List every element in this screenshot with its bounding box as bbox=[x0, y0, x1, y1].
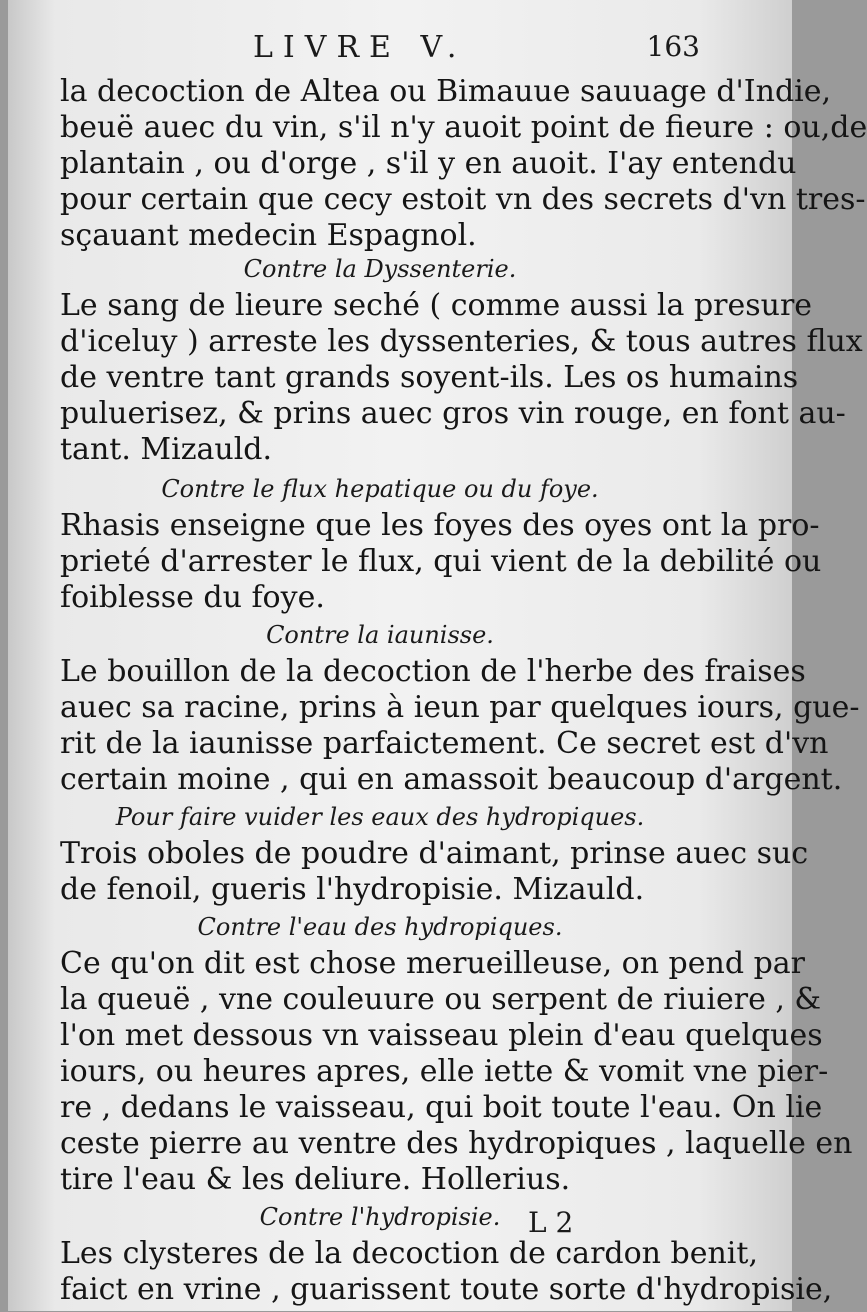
section-title: Contre l'hydropisie. bbox=[259, 1203, 501, 1231]
section-title: Contre l'eau des hydropiques. bbox=[197, 913, 563, 941]
text-line: sçauant medecin Espagnol. bbox=[60, 218, 477, 253]
text-line: de fenoil, gueris l'hydropisie. Mizauld. bbox=[60, 872, 645, 907]
section-title: Contre la Dyssenterie. bbox=[243, 255, 517, 283]
text-line: la queuë , vne couleuure ou serpent de riuiere , & bbox=[60, 982, 822, 1017]
signature-mark: L 2 bbox=[528, 1206, 574, 1239]
text-line: Trois oboles de poudre d'aimant, prinse auec suc bbox=[60, 836, 809, 871]
text-line: ceste pierre au ventre des hydropiques , laquelle en bbox=[60, 1126, 853, 1161]
text-line: auec sa racine, prins à ieun par quelques iours, gue- bbox=[60, 690, 860, 725]
page-number: 163 bbox=[646, 30, 700, 63]
text-line: Le bouillon de la decoction de l'herbe des fraises bbox=[60, 654, 806, 689]
text-line: beuë auec du vin, s'il n'y auoit point de fieure : ou,de bbox=[60, 110, 867, 145]
text-line: prieté d'arrester le flux, qui vient de la debilité ou bbox=[60, 544, 822, 579]
text-line: la decoction de Altea ou Bimauue sauuage d'Indie, bbox=[60, 74, 832, 109]
page-header bbox=[8, 30, 792, 74]
text-line: Le sang de lieure seché ( comme aussi la presure bbox=[60, 288, 813, 323]
text-line: iours, ou heures apres, elle iette & vomit vne pier- bbox=[60, 1054, 829, 1089]
text-line: Les clysteres de la decoction de cardon benit, bbox=[60, 1236, 758, 1271]
text-line: re , dedans le vaisseau, qui boit toute l'eau. On lie bbox=[60, 1090, 823, 1125]
section-title: Contre le flux hepatique ou du foye. bbox=[161, 475, 599, 503]
text-line: tire l'eau & les deliure. Hollerius. bbox=[60, 1162, 571, 1197]
text-line: plantain , ou d'orge , s'il y en auoit. I'ay entendu bbox=[60, 146, 797, 181]
text-line: rit de la iaunisse parfaictement. Ce secret est d'vn bbox=[60, 726, 829, 761]
text-line: Rhasis enseigne que les foyes des oyes ont la pro- bbox=[60, 508, 820, 543]
text-line: puluerisez, & prins auec gros vin rouge, en font au- bbox=[60, 396, 846, 431]
text-line: Ce qu'on dit est chose merueilleuse, on pend par bbox=[60, 946, 806, 981]
text-line: certain moine , qui en amassoit beaucoup d'argent. bbox=[60, 762, 843, 797]
text-line: d'iceluy ) arreste les dyssenteries, & tous autres flux bbox=[60, 324, 863, 359]
book-page bbox=[8, 0, 867, 1311]
text-line: faict en vrine , guarissent toute sorte d'hydropisie, bbox=[60, 1272, 833, 1307]
text-line: pour certain que cecy estoit vn des secrets d'vn tres- bbox=[60, 182, 866, 217]
text-line: de ventre tant grands soyent-ils. Les os humains bbox=[60, 360, 799, 395]
text-line: tant. Mizauld. bbox=[60, 432, 273, 467]
text-line: foiblesse du foye. bbox=[60, 580, 325, 615]
text-line: l'on met dessous vn vaisseau plein d'eau quelques bbox=[60, 1018, 823, 1053]
section-title: Contre la iaunisse. bbox=[266, 621, 494, 649]
section-title: Pour faire vuider les eaux des hydropiques. bbox=[115, 803, 645, 831]
running-head: LIVRE V. bbox=[253, 30, 467, 65]
